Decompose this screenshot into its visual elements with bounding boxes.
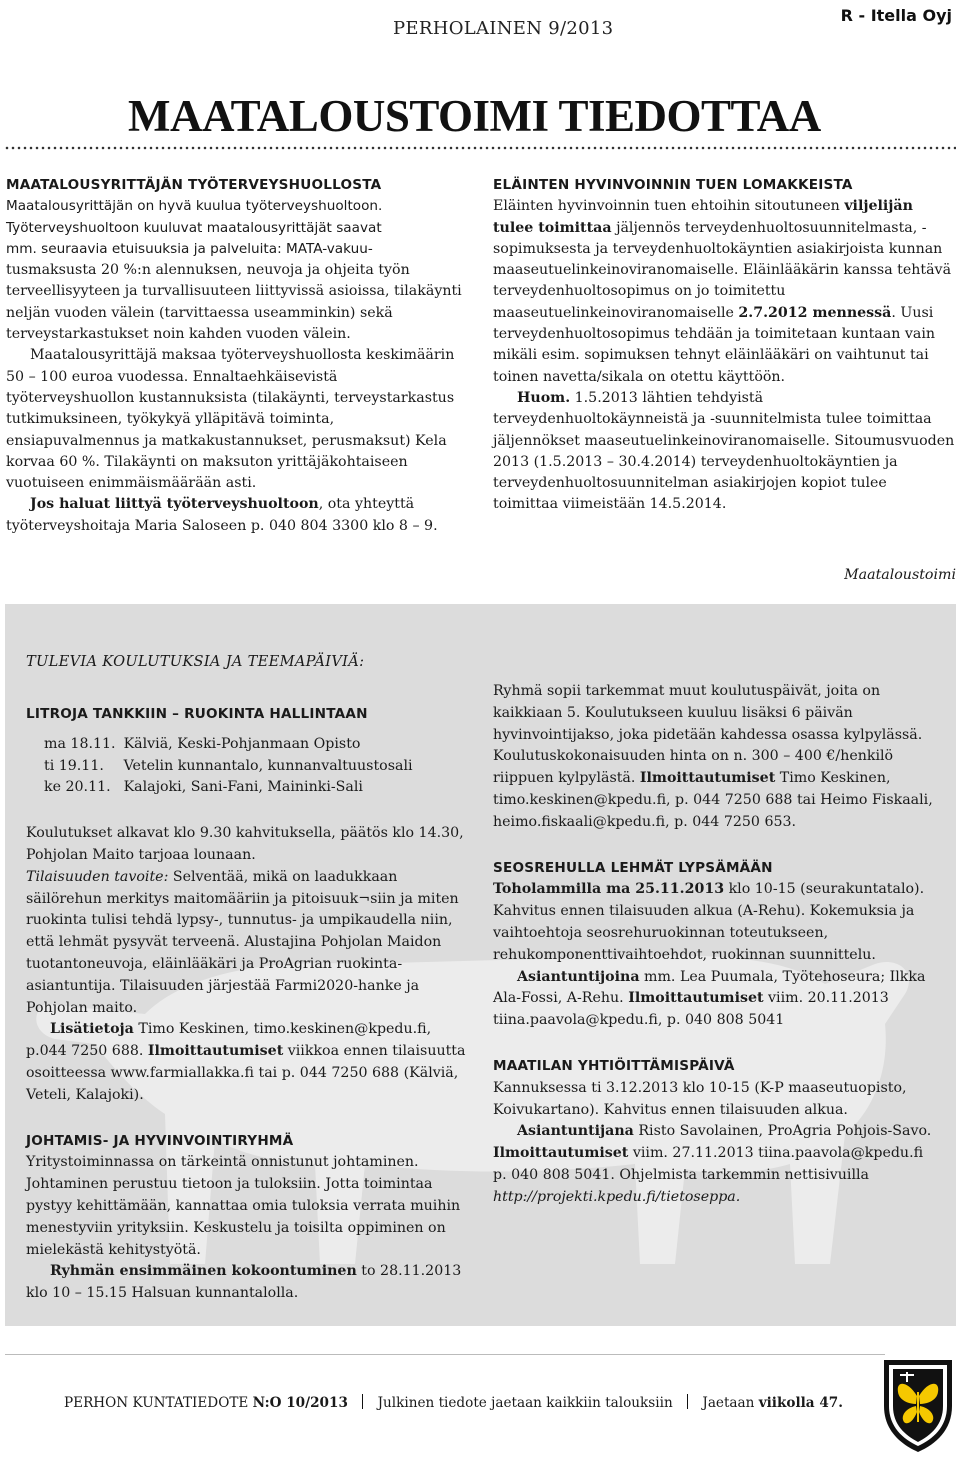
paragraph: Tilaisuuden tavoite: Selventää, mikä on laadukkaan säilörehun merkitys maitomääriin ja pitoisuuk¬siin ja miten ruokinta tulisi tehdä lypsy-, tunnutus- ja umpikaudella niin, että lehmät pysyvät terveenä. Alustajina Pohjolan Maidon tuotantoneuvoja, eläinlääkäri ja ProAgrian ruokinta-asiantuntija. Tilaisuuden järjestää Farmi2020-hanke ja Pohjolan maito. bbox=[26, 868, 459, 1016]
paragraph: Ryhmän ensimmäinen kokoontuminen to 28.11.2013 klo 10 – 15.15 Halsuan kunnantalolla. bbox=[26, 1263, 462, 1302]
courses-left-column bbox=[26, 704, 471, 1305]
paragraph: Koulutukset alkavat klo 9.30 kahvituksella, päätös klo 14.30, Pohjolan Maito tarjoaa lounaan. bbox=[26, 825, 464, 863]
courses-title: TULEVIA KOULUTUKSIA JA TEEMAPÄIVIÄ: bbox=[26, 653, 365, 670]
article-animal-welfare bbox=[493, 175, 955, 516]
course-heading: MAATILAN YHTIÖITTÄMISPÄIVÄ bbox=[493, 1057, 735, 1074]
footer-separator bbox=[687, 1394, 688, 1409]
intro-line: Maatalousyrittäjän on hyvä kuulua työterveyshuoltoon. bbox=[6, 198, 383, 215]
publication-header: PERHOLAINEN 9/2013 bbox=[393, 18, 614, 39]
courses-box bbox=[5, 604, 956, 1326]
paragraph: Asiantuntijana Risto Savolainen, ProAgria Pohjois-Savo. Ilmoittautumiset viim. 27.11.2013 tiina.paavola@kpedu.fi p. 040 808 5041. Ohjelmista tarkemmin nettisivuilla http://projekti.kpedu.fi/tietoseppa. bbox=[493, 1123, 932, 1205]
paragraph: Eläinten hyvinvoinnin tuen ehtoihin sitoutuneen viljelijän tulee toimittaa jäljennös terveydenhuoltosuunnitelmasta, - sopimuksesta ja terveydenhuoltokäyntien asiakirjoista kunnan maaseutuelinkeinoviranomaiselle. Eläinlääkärin kanssa tehtävä terveydenhuoltosopimus on jo toimitettu maaseutuelinkeinoviranomaiselle 2.7.2012 mennessä. Uusi terveydenhuoltosopimus tehdään ja toimitetaan kuntaan vain mikäli esim. sopimuksen tehnyt eläinlääkäri on vaihtunut tai toinen navetta/sikala on otettu käyttöön. bbox=[493, 198, 952, 385]
paragraph: Maatalousyrittäjä maksaa työterveyshuollosta keskimäärin 50 – 100 euroa vuodessa. Ennaltaehkäisevistä työterveyshuollon kustannuksista (tilakäynti, terveystarkastus tutkimuksineen, työkykyä ylläpitävä toiminta, ensiapuvalmennus ja matkakustannukset, perusmaksut) Kela korvaa 60 %. Tilakäynti on maksuton yrittäjäkohtaiseen vuotuiseen enimmäismäärään asti. bbox=[6, 347, 455, 492]
course-heading: SEOSREHULLA LEHMÄT LYPSÄMÄÄN bbox=[493, 859, 773, 876]
signature: Maataloustoimi bbox=[844, 567, 956, 583]
paragraph: Yritystoiminnassa on tärkeintä onnistunut johtaminen. Johtaminen perustuu tietoon ja tuloksiin. Jotta toimintaa pystyy kehittämään, kannattaa omia tuloksia verrata muihin menestyviin yrityksiin. Keskustelu ja toisilta oppiminen on mielekästä kehitystyötä. bbox=[26, 1154, 461, 1258]
schedule-row: ma 18.11. Kälviä, Keski-Pohjanmaan Opisto bbox=[44, 735, 361, 752]
course-heading: JOHTAMIS- JA HYVINVOINTIRYHMÄ bbox=[26, 1132, 294, 1149]
intro-line: mm. seuraavia etuisuuksia ja palveluita: MATA-vakuu- bbox=[6, 240, 373, 257]
contact-callout: Jos haluat liittyä työterveyshuoltoon bbox=[30, 496, 319, 513]
paragraph: Jos haluat liittyä työterveyshuoltoon, ota yhteyttä työterveyshoitaja Maria Saloseen p. 040 804 3300 klo 8 – 9. bbox=[6, 496, 438, 534]
paragraph: Asiantuntijoina mm. Lea Puumala, Työtehoseura; Ilkka Ala-Fossi, A-Rehu. Ilmoittautumiset viim. 20.11.2013 tiina.paavola@kpedu.fi, p. 040 808 5041 bbox=[493, 968, 926, 1029]
paragraph: Toholammilla ma 25.11.2013 klo 10-15 (seurakuntatalo). Kahvitus ennen tilaisuuden alkua (A-Rehu). Kokemuksia ja vaihtoehtoja seosrehuruokinnan toteutukseen, rehukomponenttivaihtoehdot, ruokinnan suunnittelu. bbox=[493, 881, 925, 963]
article-heading: MAATALOUSYRITTÄJÄN TYÖTERVEYSHUOLLOSTA bbox=[6, 177, 382, 193]
footer: PERHON KUNTATIEDOTE N:O 10/2013 Julkinen tiedote jaetaan kaikkiin talouksiin Jaetaan viikolla 47. bbox=[64, 1395, 843, 1411]
article-heading: ELÄINTEN HYVINVOINNIN TUEN LOMAKKEISTA bbox=[493, 177, 853, 193]
postal-mark: R - Itella Oyj bbox=[840, 6, 952, 25]
courses-right-column bbox=[493, 681, 933, 1209]
course-heading: LITROJA TANKKIIN – RUOKINTA HALLINTAAN bbox=[26, 706, 368, 722]
paragraph: Huom. 1.5.2013 lähtien tehdyistä terveydenhuoltokäynneistä ja -suunnitelmista tulee toimittaa jäljennökset maaseutuelinkeinoviranomaiselle. Sitoumusvuoden 2013 (1.5.2013 – 30.4.2014) terveydenhuoltokäyntien ja terveydenhuoltosuunnitelman asiakirjojen kopiot tulee toimittaa viimeistään 14.5.2014. bbox=[493, 389, 955, 513]
footer-separator bbox=[362, 1394, 363, 1409]
article-occupational-health bbox=[6, 175, 468, 537]
intro-line: Työterveyshuoltoon kuuluvat maatalousyrittäjät saavat bbox=[6, 219, 382, 236]
butterfly-coat-of-arms-icon bbox=[878, 1356, 958, 1454]
paragraph: Ryhmä sopii tarkemmat muut koulutuspäivät, joita on kaikkiaan 5. Koulutukseen kuuluu lisäksi 6 päivän hyvinvointijakso, joka pidetään kahdessa osassa kylpylässä. Koulutuskokonaisuuden hinta on n. 300 – 400 €/henkilö riippuen kylpylästä. Ilmoittautumiset Timo Keskinen, timo.keskinen@kpedu.fi, p. 044 7250 688 tai Heimo Fiskaali, heimo.fiskaali@kpedu.fi, p. 044 7250 653. bbox=[493, 683, 933, 830]
schedule-row: ti 19.11. Vetelin kunnantalo, kunnanvaltuustosali bbox=[44, 757, 413, 774]
footer-divider bbox=[5, 1354, 885, 1355]
dotted-divider bbox=[4, 146, 956, 150]
paragraph: tusmaksusta 20 %:n alennuksen, neuvoja ja ohjeita työn terveellisyyteen ja turvallisuuteen liittyvissä asioissa, tilakäynti neljän vuoden välein (tarvittaessa useamminkin) sekä terveystarkastukset noin kahden vuoden välein. bbox=[6, 262, 462, 343]
course-schedule bbox=[44, 734, 421, 799]
page-title: MAATALOUSTOIMI TIEDOTTAA bbox=[128, 91, 821, 141]
paragraph: Kannuksessa ti 3.12.2013 klo 10-15 (K-P maaseutuopisto, Koivukartano). Kahvitus ennen tilaisuuden alkua. bbox=[493, 1079, 907, 1118]
schedule-row: ke 20.11. Kalajoki, Sani-Fani, Maininki-Sali bbox=[44, 779, 363, 796]
paragraph: Lisätietoja Timo Keskinen, timo.keskinen@kpedu.fi, p.044 7250 688. Ilmoittautumiset viikkoa ennen tilaisuutta osoitteessa www.farmiallakka.fi tai p. 044 7250 688 (Kälviä, Veteli, Kalajoki). bbox=[26, 1021, 466, 1103]
website-link: http://projekti.kpedu.fi/tietoseppa. bbox=[493, 1188, 741, 1205]
